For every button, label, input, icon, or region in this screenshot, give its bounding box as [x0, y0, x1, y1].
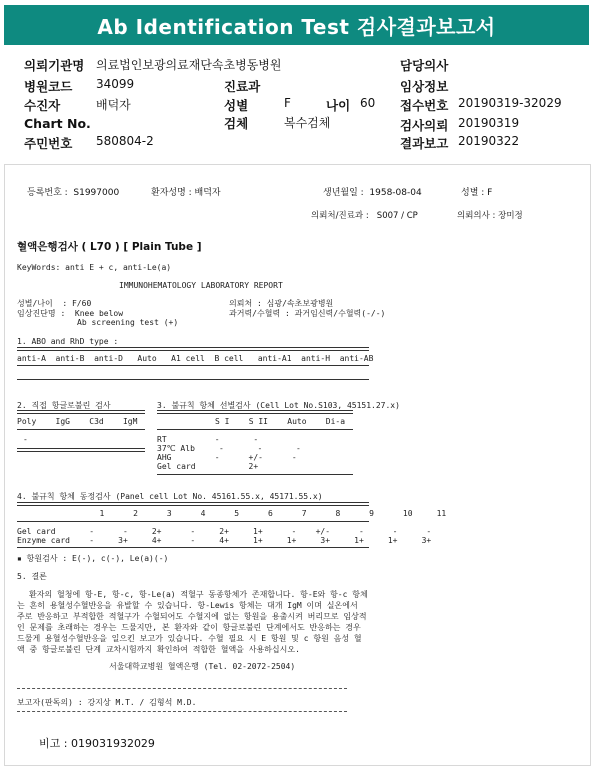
- sec3-row: AHG - +/- -: [157, 453, 297, 462]
- sec2-rule-bottom: [17, 448, 145, 452]
- doc-dept: 의뢰처/진료과 : S007 / CP: [311, 211, 418, 221]
- signature-rule-top: [17, 688, 347, 689]
- sec1-columns: anti-A anti-B anti-D Auto A1 cell B cell anti-A1 anti-H anti-AB: [17, 354, 374, 363]
- sec3-rule-bottom: [157, 474, 353, 475]
- sec1-title: 1. ABO and RhD type :: [17, 337, 119, 346]
- hospital-code-value: 34099: [96, 77, 135, 91]
- patient-label: 수진자: [24, 98, 61, 113]
- report-date-value: 20190322: [458, 134, 520, 148]
- sec4-rule-bottom: [17, 547, 369, 548]
- sec4-columns: 1 2 3 4 5 6 7 8 9 10 11: [85, 509, 447, 518]
- chart-label: Chart No.: [24, 116, 91, 131]
- rrn-value: 580804-2: [96, 134, 154, 148]
- sex-label: 성별: [224, 98, 249, 113]
- sec1-rule-top: [17, 347, 369, 351]
- reg-no: 등록번호 : S1997000: [27, 188, 120, 198]
- conclusion-text: 환자의 혈청에 항-E, 항-c, 항-Le(a) 적혈구 동종항체가 존재합니다. 항-E와 항-c 항체는 흔히 용혈성수혈반응을 유발할 수 있습니다. 항-Lewis 항체는 대개 IgM 이며 실온에서 주로 반응하고 부적합한 적혈구가 수혈되어도 수혈지에 없는 항원을 용출시켜 버리므로 임상적인 문제를 초래하는 경우는 드물지만, 본 환자와 같이 항글로불린 단계에서도 반응하는 경우 드물게 용혈성수혈반응을 일으킨 보고가 있습니다. 수혈 필요 시 E 항원 및 c 항원 음성 혈액 중 항글로불린 단계 교차시험까지 확인하여 적합한 혈액을 사용하십시오.: [17, 590, 368, 654]
- receipt-label: 접수번호: [400, 98, 449, 113]
- specimen-value: 복수검체: [284, 116, 331, 130]
- sec3-row: 37℃ Alb - - -: [157, 444, 301, 453]
- doc-sex: 성별 : F: [461, 188, 493, 198]
- sec4-enzyme-row: Enzyme card - 3+ 4+ - 4+ 1+ 1+ 3+ 1+ 1+ 3+: [17, 536, 432, 545]
- ref-place: 의뢰처 : 심광/속초보광병원: [229, 299, 334, 308]
- scanned-report: [4, 164, 591, 766]
- age-label: 나이: [326, 98, 351, 113]
- sec3-row: RT - -: [157, 435, 259, 444]
- request-value: 20190319: [458, 116, 520, 130]
- sec1-rule-bottom: [17, 379, 369, 380]
- keywords: KeyWords: anti E + c, anti-Le(a): [17, 263, 172, 272]
- birth-date: 생년월일 : 1958-08-04: [323, 188, 422, 198]
- sec3-columns: S I S II Auto Di-a: [215, 417, 346, 426]
- sec2-rule-mid: [17, 429, 145, 430]
- clinical-dx: 임상진단명 : Knee below: [17, 309, 124, 318]
- age-value: 60: [360, 96, 376, 110]
- institution-label: 의뢰기관명: [24, 58, 85, 73]
- test-title: 혈액은행검사 ( L70 ) [ Plain Tube ]: [17, 241, 202, 253]
- sec2-rule-top: [17, 410, 145, 414]
- doc-doctor: 의뢰의사 : 장미정: [457, 211, 523, 221]
- receipt-value: 20190319-32029: [458, 96, 562, 110]
- patient-value: 배덕자: [96, 98, 131, 112]
- doctor-label: 담당의사: [400, 58, 449, 73]
- lab-report-title: IMMUNOHEMATOLOGY LABORATORY REPORT: [119, 281, 283, 290]
- sec3-rule-top: [157, 410, 353, 414]
- clinical-info-label: 임상정보: [400, 79, 449, 94]
- rrn-label: 주민번호: [24, 136, 73, 151]
- report-title: Ab Identification Test 검사결과보고서: [4, 5, 589, 45]
- sec2-value: -: [23, 435, 28, 444]
- specimen-label: 검체: [224, 116, 249, 131]
- sec4-gel-row: Gel card - - 2+ - 2+ 1+ - +/- - - -: [17, 527, 432, 536]
- report-date-label: 결과보고: [400, 136, 449, 151]
- sec1-rule-mid: [17, 365, 369, 366]
- dept-label: 진료과: [224, 79, 261, 94]
- hospital-code-label: 병원코드: [24, 79, 73, 94]
- institution-value: 의료법인보광의료재단속초병동병원: [96, 58, 282, 72]
- sec3-row: Gel card 2+: [157, 462, 259, 471]
- sec3-title: 3. 불규칙 항체 선별검사 (Cell Lot No.S103, 45151.27.x): [157, 401, 400, 410]
- sec5-title: 5. 결론: [17, 572, 47, 581]
- sec2-columns: Poly IgG C3d IgM: [17, 417, 138, 426]
- sex-age: 성별/나이 : F/60: [17, 299, 92, 308]
- ab-screen: Ab screening test (+): [77, 318, 179, 327]
- lab-signature: 서울대학교병원 혈액은행 (Tel. 02-2072-2504): [109, 662, 296, 671]
- request-label: 검사의뢰: [400, 118, 449, 133]
- sec4-title: 4. 불규칙 항체 동정검사 (Panel cell Lot No. 45161.55.x, 45171.55.x): [17, 492, 323, 501]
- sex-value: F: [284, 96, 291, 110]
- sec2-title: 2. 직접 항글로불린 검사: [17, 401, 111, 410]
- patient-name: 환자성명 : 배덕자: [151, 188, 221, 198]
- remark: 비고 : 019031932029: [39, 737, 155, 750]
- signature-rule-bottom: [17, 711, 347, 712]
- transfusion-history: 과거력/수혈력 : 과거임신력/수혈력(-/-): [229, 309, 386, 318]
- reporter: 보고자(판독의) : 강지상 M.T. / 김형석 M.D.: [17, 698, 197, 707]
- sec3-rule-mid: [157, 429, 353, 430]
- antigen-test: ▪ 항원검사 : E(-), c(-), Le(a)(-): [17, 554, 169, 563]
- sec4-rule-mid: [17, 521, 369, 522]
- sec4-rule-top: [17, 502, 369, 506]
